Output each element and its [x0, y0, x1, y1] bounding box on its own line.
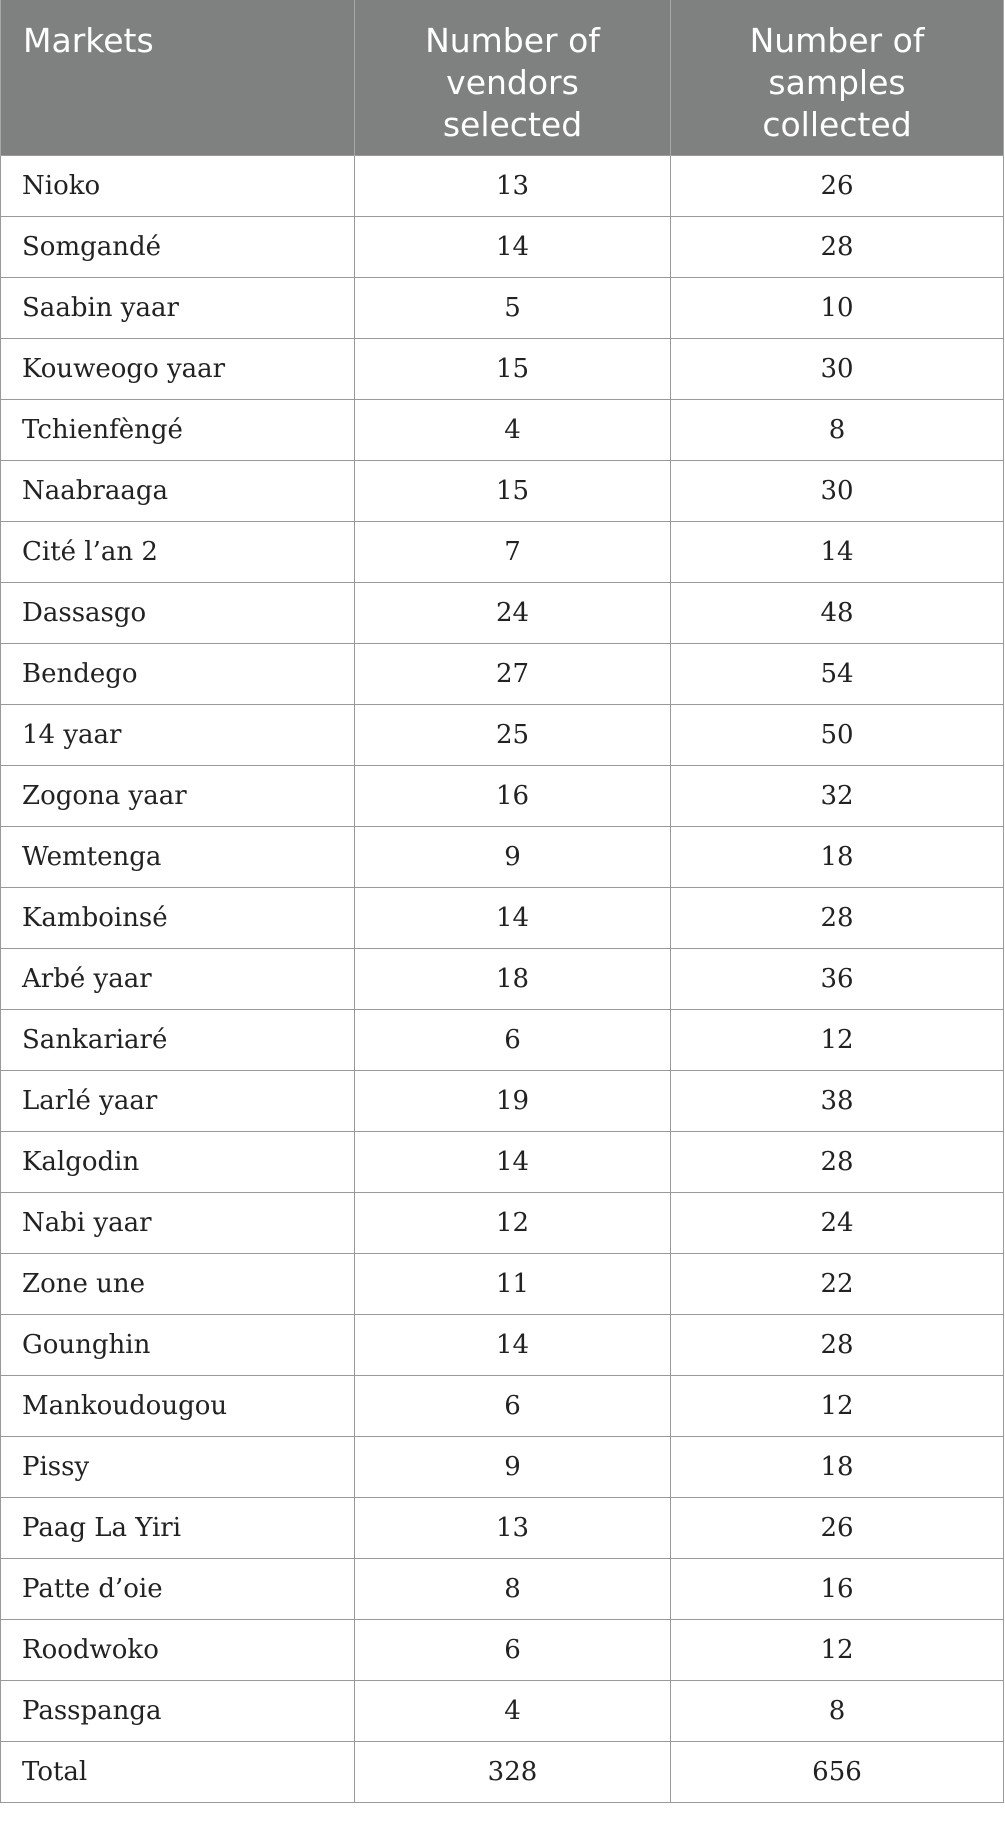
market-name-cell: Mankoudougou — [1, 1376, 355, 1437]
vendors-selected-cell: 18 — [355, 949, 671, 1010]
market-name-cell: Zone une — [1, 1254, 355, 1315]
samples-collected-cell: 32 — [671, 766, 1004, 827]
header-samples-line-1: Number of — [749, 21, 925, 60]
market-name-cell: Sankariaré — [1, 1010, 355, 1071]
market-name-cell: Kouweogo yaar — [1, 339, 355, 400]
header-vendors-selected — [355, 0, 671, 156]
table-row — [1, 217, 1004, 278]
vendors-selected-cell: 14 — [355, 217, 671, 278]
vendors-selected-cell: 15 — [355, 339, 671, 400]
vendors-selected-cell: 11 — [355, 1254, 671, 1315]
table-body — [1, 156, 1004, 1803]
header-vendors-line-2: vendors — [446, 63, 579, 102]
vendors-selected-cell: 14 — [355, 888, 671, 949]
samples-collected-cell: 30 — [671, 339, 1004, 400]
table-row — [1, 1315, 1004, 1376]
vendors-selected-cell: 8 — [355, 1559, 671, 1620]
samples-collected-cell: 50 — [671, 705, 1004, 766]
table-row — [1, 1376, 1004, 1437]
samples-collected-cell: 26 — [671, 156, 1004, 217]
samples-collected-cell: 18 — [671, 827, 1004, 888]
table-row — [1, 339, 1004, 400]
table-row — [1, 705, 1004, 766]
table-row — [1, 1254, 1004, 1315]
samples-collected-cell: 28 — [671, 1315, 1004, 1376]
header-row — [1, 0, 1004, 156]
table-row — [1, 1071, 1004, 1132]
table-row — [1, 888, 1004, 949]
table-row — [1, 400, 1004, 461]
table-row — [1, 1681, 1004, 1742]
header-samples-line-2: samples — [768, 63, 906, 102]
market-name-cell: Dassasgo — [1, 583, 355, 644]
vendors-selected-cell: 5 — [355, 278, 671, 339]
table-row — [1, 827, 1004, 888]
table-row — [1, 156, 1004, 217]
market-name-cell: Larlé yaar — [1, 1071, 355, 1132]
table-row — [1, 766, 1004, 827]
market-name-cell: Tchienfèngé — [1, 400, 355, 461]
market-name-cell: Cité l’an 2 — [1, 522, 355, 583]
market-name-cell: Wemtenga — [1, 827, 355, 888]
market-name-cell: Nioko — [1, 156, 355, 217]
samples-collected-cell: 54 — [671, 644, 1004, 705]
market-name-cell: Kamboinsé — [1, 888, 355, 949]
samples-collected-cell: 12 — [671, 1010, 1004, 1071]
samples-collected-cell: 26 — [671, 1498, 1004, 1559]
table-row — [1, 522, 1004, 583]
table-row — [1, 583, 1004, 644]
total-row — [1, 1742, 1004, 1803]
vendors-selected-cell: 12 — [355, 1193, 671, 1254]
table-row — [1, 1620, 1004, 1681]
vendors-selected-cell: 14 — [355, 1132, 671, 1193]
vendors-selected-cell: 9 — [355, 1437, 671, 1498]
vendors-selected-cell: 6 — [355, 1010, 671, 1071]
samples-collected-cell: 28 — [671, 888, 1004, 949]
market-name-cell: Somgandé — [1, 217, 355, 278]
vendors-selected-cell: 13 — [355, 1498, 671, 1559]
market-name-cell: Patte d’oie — [1, 1559, 355, 1620]
market-name-cell: Naabraaga — [1, 461, 355, 522]
vendors-selected-cell: 6 — [355, 1620, 671, 1681]
vendors-selected-cell: 4 — [355, 400, 671, 461]
samples-collected-cell: 16 — [671, 1559, 1004, 1620]
header-markets-label: Markets — [23, 21, 154, 60]
table-row — [1, 1132, 1004, 1193]
table-header — [1, 0, 1004, 156]
table-row — [1, 644, 1004, 705]
vendors-selected-cell: 7 — [355, 522, 671, 583]
samples-collected-cell: 30 — [671, 461, 1004, 522]
samples-collected-cell: 38 — [671, 1071, 1004, 1132]
vendors-selected-cell: 14 — [355, 1315, 671, 1376]
market-name-cell: Kalgodin — [1, 1132, 355, 1193]
samples-collected-cell: 8 — [671, 400, 1004, 461]
market-name-cell: Pissy — [1, 1437, 355, 1498]
market-name-cell: Total — [1, 1742, 355, 1803]
vendors-selected-cell: 25 — [355, 705, 671, 766]
samples-collected-cell: 10 — [671, 278, 1004, 339]
market-name-cell: Bendego — [1, 644, 355, 705]
samples-collected-cell: 8 — [671, 1681, 1004, 1742]
vendors-selected-cell: 13 — [355, 156, 671, 217]
market-name-cell: Roodwoko — [1, 1620, 355, 1681]
vendors-selected-cell: 9 — [355, 827, 671, 888]
samples-collected-cell: 36 — [671, 949, 1004, 1010]
samples-collected-cell: 12 — [671, 1376, 1004, 1437]
table-row — [1, 1437, 1004, 1498]
vendors-selected-cell: 4 — [355, 1681, 671, 1742]
header-vendors-line-1: Number of — [425, 21, 600, 60]
samples-collected-cell: 12 — [671, 1620, 1004, 1681]
market-name-cell: Paag La Yiri — [1, 1498, 355, 1559]
market-name-cell: Nabi yaar — [1, 1193, 355, 1254]
samples-collected-cell: 24 — [671, 1193, 1004, 1254]
samples-collected-cell: 656 — [671, 1742, 1004, 1803]
header-samples-line-3: collected — [762, 105, 912, 144]
vendors-selected-cell: 6 — [355, 1376, 671, 1437]
samples-collected-cell: 22 — [671, 1254, 1004, 1315]
samples-collected-cell: 48 — [671, 583, 1004, 644]
vendors-selected-cell: 15 — [355, 461, 671, 522]
samples-collected-cell: 28 — [671, 217, 1004, 278]
table-row — [1, 461, 1004, 522]
header-markets — [1, 0, 355, 156]
table-row — [1, 949, 1004, 1010]
header-samples-collected — [671, 0, 1004, 156]
market-name-cell: Passpanga — [1, 1681, 355, 1742]
table-row — [1, 1559, 1004, 1620]
table-row — [1, 1010, 1004, 1071]
header-vendors-line-3: selected — [442, 105, 583, 144]
vendors-selected-cell: 16 — [355, 766, 671, 827]
table-row — [1, 278, 1004, 339]
market-name-cell: Arbé yaar — [1, 949, 355, 1010]
vendors-selected-cell: 24 — [355, 583, 671, 644]
vendors-selected-cell: 328 — [355, 1742, 671, 1803]
vendors-selected-cell: 19 — [355, 1071, 671, 1132]
samples-collected-cell: 18 — [671, 1437, 1004, 1498]
table-row — [1, 1498, 1004, 1559]
samples-collected-cell: 28 — [671, 1132, 1004, 1193]
table-row — [1, 1193, 1004, 1254]
market-name-cell: 14 yaar — [1, 705, 355, 766]
samples-collected-cell: 14 — [671, 522, 1004, 583]
market-name-cell: Saabin yaar — [1, 278, 355, 339]
market-name-cell: Gounghin — [1, 1315, 355, 1376]
market-name-cell: Zogona yaar — [1, 766, 355, 827]
vendors-selected-cell: 27 — [355, 644, 671, 705]
